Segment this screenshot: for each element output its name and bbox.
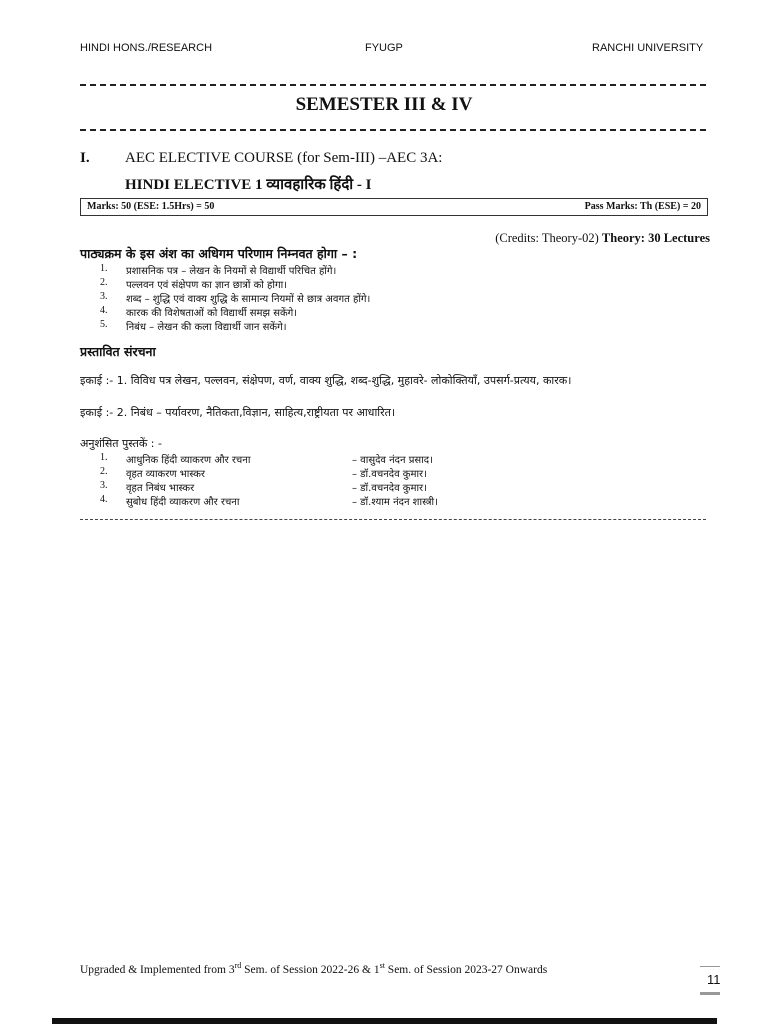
book-author: – डॉ.वचनदेव कुमार।: [352, 483, 427, 494]
divider-bottom: [80, 519, 706, 520]
book-title: वृहत व्याकरण भास्कर: [126, 469, 206, 480]
item-text: कारक की विशेषताओं को विद्यार्थी समझ सकेंगे।: [126, 308, 298, 319]
bottom-edge-bar: [52, 1018, 717, 1024]
item-number: 4.: [100, 494, 108, 505]
item-number: 5.: [100, 319, 108, 330]
footer-sup-1: rd: [234, 961, 242, 970]
unit-2: इकाई :- 2. निबंध – पर्यावरण, नैतिकता,विज्ञान, साहित्य,राष्ट्रीयता पर आधारित।: [80, 406, 396, 419]
divider-title: [80, 129, 706, 131]
book-title: सुबोध हिंदी व्याकरण और रचना: [126, 497, 240, 508]
header-left: HINDI HONS./RESEARCH: [80, 42, 213, 54]
page-number: 11: [707, 972, 720, 987]
section-number: I.: [80, 150, 90, 166]
book-author: – डॉ.श्याम नंदन शास्त्री।: [352, 497, 438, 508]
footer-text-3: Sem. of Session 2023-27 Onwards: [384, 963, 548, 976]
item-number: 1.: [100, 452, 108, 463]
credits-prefix: (Credits: Theory-02): [495, 231, 602, 245]
footer-sup-2: st: [379, 961, 385, 970]
course-line: AEC ELECTIVE COURSE (for Sem-III) –AEC 3A:: [125, 150, 443, 166]
item-number: 4.: [100, 305, 108, 316]
credits-line: [495, 231, 710, 246]
divider-top: [80, 84, 706, 86]
item-text: पल्लवन एवं संक्षेपण का ज्ञान छात्रों को होगा।: [126, 280, 287, 291]
item-number: 1.: [100, 263, 108, 274]
book-title: वृहत निबंध भास्कर: [126, 483, 195, 494]
item-number: 2.: [100, 277, 108, 288]
header-right: RANCHI UNIVERSITY: [592, 42, 704, 54]
marks-left: Marks: 50 (ESE: 1.5Hrs) = 50: [87, 201, 215, 212]
book-title: आधुनिक हिंदी व्याकरण और रचना: [126, 455, 251, 466]
page-title: SEMESTER III & IV: [295, 94, 473, 115]
book-author: – वासुदेव नंदन प्रसाद।: [352, 455, 433, 466]
page-number-bar: [700, 992, 720, 995]
marks-right: Pass Marks: Th (ESE) = 20: [584, 201, 701, 212]
header-center: FYUGP: [365, 42, 403, 54]
books-title: अनुशंसित पुस्तकें : -: [80, 437, 162, 450]
proposed-structure-title: प्रस्तावित संरचना: [80, 344, 156, 359]
hindi-elective-title: HINDI ELECTIVE 1 व्यावहारिक हिंदी - I: [125, 177, 372, 193]
item-number: 3.: [100, 291, 108, 302]
item-text: शब्द – शुद्धि एवं वाक्य शुद्धि के सामान्य नियमों से छात्र अवगत होंगे।: [126, 294, 371, 305]
item-text: निबंध – लेखन की कला विद्यार्थी जान सकेंगे।: [126, 322, 287, 333]
unit-1: इकाई :- 1. विविध पत्र लेखन, पल्लवन, संक्षेपण, वर्ण, वाक्य शुद्धि, शब्द-शुद्धि, मुहावरे- लोकोक्तियाँ, उपसर्ग-प्रत्यय, कारक।: [80, 374, 572, 387]
outcomes-title: पाठ्यक्रम के इस अंश का अधिगम परिणाम निम्नवत होगा – :: [80, 246, 358, 261]
item-number: 3.: [100, 480, 108, 491]
credits-lectures: Theory: 30 Lectures: [601, 231, 710, 245]
book-author: – डॉ.वचनदेव कुमार।: [352, 469, 427, 480]
footer-note: [80, 961, 547, 976]
item-number: 2.: [100, 466, 108, 477]
marks-box: [80, 198, 708, 216]
item-text: प्रशासनिक पत्र – लेखन के नियमों से विद्यार्थी परिचित होंगे।: [126, 266, 337, 277]
footer-text-1: Upgraded & Implemented from 3: [80, 963, 235, 976]
footer-text-2: Sem. of Session 2022-26 & 1: [241, 963, 380, 976]
